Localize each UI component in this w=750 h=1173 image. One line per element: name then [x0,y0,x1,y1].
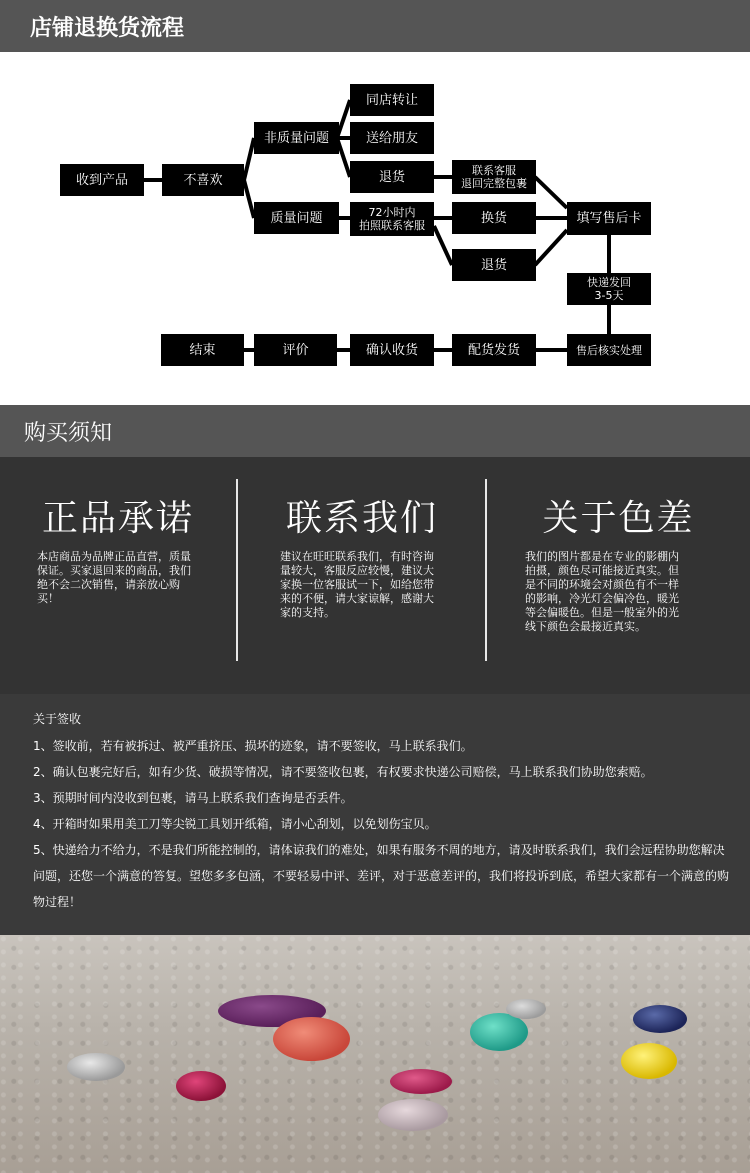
confirm-receipt-box: 确认收货 [350,334,434,366]
sign-section [0,694,750,935]
sign-item: 1、签收前，若有被拆过、被严重挤压、损坏的迹象，请不要签收，马上联系我们。 [33,739,473,753]
pale-stone [378,1099,448,1131]
ship-goods-box: 配货发货 [452,334,536,366]
review-box: 评价 [254,334,337,366]
same-store-transfer-box: 同店转让 [350,84,434,116]
receive-product-box: 收到产品 [60,164,144,196]
teal-stone [470,1013,528,1051]
genuine-column [0,457,236,694]
return-box-1: 退货 [350,161,434,193]
header-bar [0,0,750,52]
yellow-stone [621,1043,677,1079]
quality-issue-box: 质量问题 [254,202,339,234]
sign-item: 5、快递给力不给力，不是我们所能控制的，请体谅我们的难处，如果有服务不周的地方，请及时联系我们，我们会远程协助您解决问题，还您一个满意的答复。望您多多包涵，不要轻易中评、差评，对于恶意差评的，我们将投诉到底，希望大家都有一个满意的购物过程！ [33,843,730,909]
gift-to-friend-box: 送给朋友 [350,122,434,154]
notice-title: 购买须知 [24,420,113,446]
page-title: 店铺退换货流程 [30,15,185,41]
notice-header-bar [0,405,750,457]
coral-stone [273,1017,350,1061]
genuine-text: 本店商品为品牌正品直营，质量保证。买家退回来的商品，我们绝不会二次销售，请亲放心购买！ [37,550,191,605]
decorative-photo [0,935,750,1173]
photo-contact-cs-box: 72小时内 拍照联系客服 [350,202,434,236]
silver-stone [67,1053,125,1081]
contact-column [238,457,486,694]
return-box-2: 退货 [452,249,536,281]
sign-item: 3、预期时间内没收到包裹，请马上联系我们查询是否丢件。 [33,791,353,805]
genuine-title: 正品承诺 [41,498,194,539]
color-column [487,457,750,694]
express-return-box: 快递发回 3-5天 [567,273,651,305]
notice-section [0,457,750,694]
sign-item: 4、开箱时如果用美工刀等尖锐工具划开纸箱，请小心刮划，以免划伤宝贝。 [33,817,437,831]
contact-cs-box: 联系客服 退回完整包裹 [452,160,536,194]
contact-text: 建议在旺旺联系我们，有时咨询量较大，客服反应较慢，建议大家换一位客服试一下，如给您带来的不便，请大家谅解，感谢大家的支持。 [280,550,434,619]
flow-chart [0,52,750,405]
fill-after-sale-card-box: 填写售后卡 [567,202,651,235]
contact-title: 联系我们 [285,498,438,539]
sign-title: 关于签收 [33,712,82,726]
exchange-box: 换货 [452,202,536,234]
non-quality-issue-box: 非质量问题 [254,122,339,154]
magenta-stone [176,1071,226,1101]
end-box: 结束 [161,334,244,366]
color-title: 关于色差 [542,498,695,539]
pink-stone [390,1069,452,1094]
sign-item: 2、确认包裹完好后，如有少货、破损等情况，请不要签收包裹，有权要求快递公司赔偿，马上联系我们协助您索赔。 [33,765,653,779]
color-text: 我们的图片都是在专业的影棚内拍摄，颜色尽可能接近真实。但是不同的环境会对颜色有不一样的影响，冷光灯会偏冷色，暖光等会偏暖色。但是一般室外的光线下颜色会最接近真实。 [525,550,679,633]
after-sale-verify-box: 售后核实处理 [567,334,651,366]
navy-stone [633,1005,687,1033]
grey-stone [506,999,546,1019]
dislike-box: 不喜欢 [162,164,244,196]
